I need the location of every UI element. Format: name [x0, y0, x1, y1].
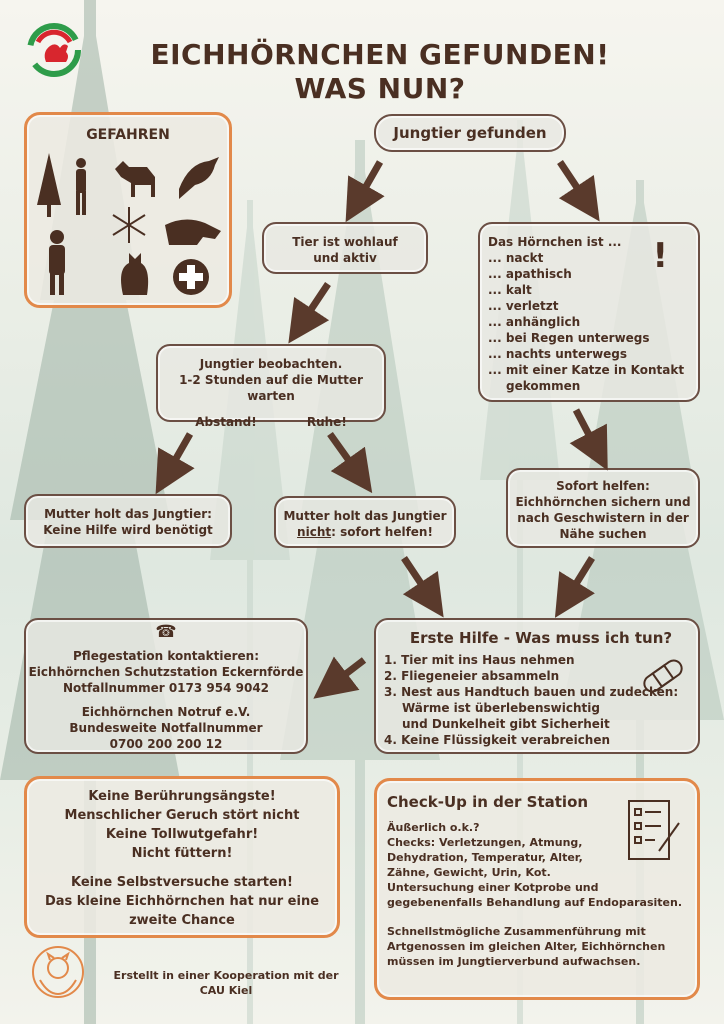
observe-quiet: Ruhe! — [306, 415, 347, 429]
immediate-line-3: nach Geschwistern in der — [517, 511, 689, 525]
observe-tips — [158, 414, 384, 430]
footer-line-2: CAU Kiel — [199, 984, 253, 997]
list-item: gekommen — [506, 379, 581, 393]
advice-line-7: zweite Chance — [129, 913, 235, 928]
medical-cross-icon — [173, 259, 209, 295]
checkup-heading: Check-Up in der Station — [387, 793, 589, 811]
contact-line-4: Eichhörnchen Notruf e.V. — [81, 705, 251, 719]
mother-no-box — [274, 496, 456, 548]
symptoms-box — [478, 222, 700, 402]
list-item: 2. Fliegeneier absammeln — [384, 669, 560, 683]
dangers-heading: GEFAHREN — [86, 127, 170, 143]
list-item: ... nackt — [488, 251, 544, 265]
observe-box — [156, 344, 386, 429]
bandage-icon — [638, 656, 688, 696]
advice-line-2: Menschlicher Geruch stört nicht — [64, 808, 300, 823]
advice-line-1: Keine Berührungsängste! — [88, 789, 276, 804]
dangers-box — [24, 112, 232, 308]
contact-line-2: Eichhörnchen Schutzstation Eckernförde — [28, 665, 304, 679]
mother-yes-line-2: Keine Hilfe wird benötigt — [43, 523, 213, 537]
immediate-line-2: Eichhörnchen sichern und — [515, 495, 691, 509]
list-item: ... apathisch — [488, 267, 572, 281]
logo-icon — [26, 22, 82, 78]
checklist-icon — [625, 799, 685, 863]
human-icon — [49, 230, 65, 295]
observe-line-2: 1-2 Stunden auf die Mutter warten — [179, 373, 363, 403]
checkup-box — [374, 778, 700, 1000]
list-item: 1. Tier mit ins Haus nehmen — [384, 653, 575, 667]
footer-text — [96, 968, 356, 998]
healthy-line-1: Tier ist wohlauf — [292, 235, 398, 249]
list-item: ... mit einer Katze in Kontakt — [488, 363, 685, 377]
title-line-2: WAS NUN? — [294, 72, 466, 105]
list-item: ... bei Regen unterwegs — [488, 331, 650, 345]
cold-icon — [113, 207, 145, 243]
danger-icons — [29, 145, 229, 305]
observe-distance: Abstand! — [195, 415, 257, 429]
firstaid-heading: Erste Hilfe - Was muss ich tun? — [409, 629, 673, 647]
list-item: 4. Keine Flüssigkeit verabreichen — [384, 733, 611, 747]
healthy-line-2: und aktiv — [313, 251, 377, 265]
squirrel-hands-icon — [30, 944, 86, 1000]
list-item: gegebenenfalls Behandlung auf Endoparasiten. — [387, 896, 683, 909]
observe-line-1: Jungtier beobachten. — [199, 357, 343, 371]
contact-line-5: Bundesweite Notfallnummer — [69, 721, 263, 735]
marten-icon — [165, 219, 221, 245]
list-item: und Dunkelheit gibt Sicherheit — [402, 717, 610, 731]
list-item: Schnellstmögliche Zusammenführung mit — [387, 925, 646, 938]
found-label: Jungtier gefunden — [393, 124, 547, 142]
mother-no-line-1: Mutter holt das Jungtier — [283, 509, 447, 523]
mother-no-line-2 — [276, 524, 454, 540]
checkup-list-2 — [387, 924, 697, 969]
immediate-line-4: Nähe suchen — [559, 527, 647, 541]
mother-no-not: nicht — [297, 525, 332, 539]
immediate-box — [506, 468, 700, 548]
firstaid-box — [374, 618, 700, 754]
list-item: müssen im Jungtierverbund aufwachsen. — [387, 955, 641, 968]
title-line-1: EICHHÖRNCHEN GEFUNDEN! — [150, 38, 610, 71]
tree-cutting-icon — [37, 153, 86, 217]
crow-icon — [179, 157, 219, 199]
contact-box — [24, 618, 308, 754]
contact-line-3: Notfallnummer 0173 954 9042 — [62, 681, 270, 695]
healthy-box — [262, 222, 428, 274]
list-item: Untersuchung einer Kotprobe und — [387, 881, 599, 894]
advice-box — [24, 776, 340, 938]
mother-no-rest: : sofort helfen! — [331, 525, 433, 539]
footer-line-1: Erstellt in einer Kooperation mit der — [113, 969, 339, 982]
list-item: Äußerlich o.k.? — [387, 821, 480, 834]
advice-line-4: Nicht füttern! — [131, 846, 233, 861]
immediate-line-1: Sofort helfen: — [556, 479, 650, 493]
list-item: 3. Nest aus Handtuch bauen und zudecken: — [384, 685, 679, 699]
list-item: ... nachts unterwegs — [488, 347, 628, 361]
list-item: ... verletzt — [488, 299, 559, 313]
exclamation-icon: ! — [652, 236, 668, 276]
dog-icon — [115, 161, 155, 197]
phone-icon: ☎ — [155, 622, 177, 642]
list-item: Wärme ist überlebenswichtig — [402, 701, 600, 715]
list-item: Zähne, Gewicht, Urin, Kot. — [387, 866, 551, 879]
mother-yes-line-1: Mutter holt das Jungtier: — [44, 507, 212, 521]
list-item: Artgenossen im gleichen Alter, Eichhörnchen — [387, 940, 666, 953]
found-box — [374, 114, 566, 152]
symptoms-heading: Das Hörnchen ist ... — [488, 235, 622, 249]
list-item: ... anhänglich — [488, 315, 581, 329]
advice-line-6: Das kleine Eichhörnchen hat nur eine — [44, 894, 320, 909]
list-item: Dehydration, Temperatur, Alter, — [387, 851, 583, 864]
advice-line-5: Keine Selbstversuche starten! — [71, 875, 293, 890]
mother-yes-box — [24, 494, 232, 548]
list-item: ... kalt — [488, 283, 532, 297]
cat-icon — [121, 253, 148, 295]
contact-line-1: Pflegestation kontaktieren: — [73, 649, 259, 663]
advice-line-3: Keine Tollwutgefahr! — [105, 827, 259, 842]
contact-line-6: 0700 200 200 12 — [109, 737, 223, 751]
list-item: Checks: Verletzungen, Atmung, — [387, 836, 583, 849]
